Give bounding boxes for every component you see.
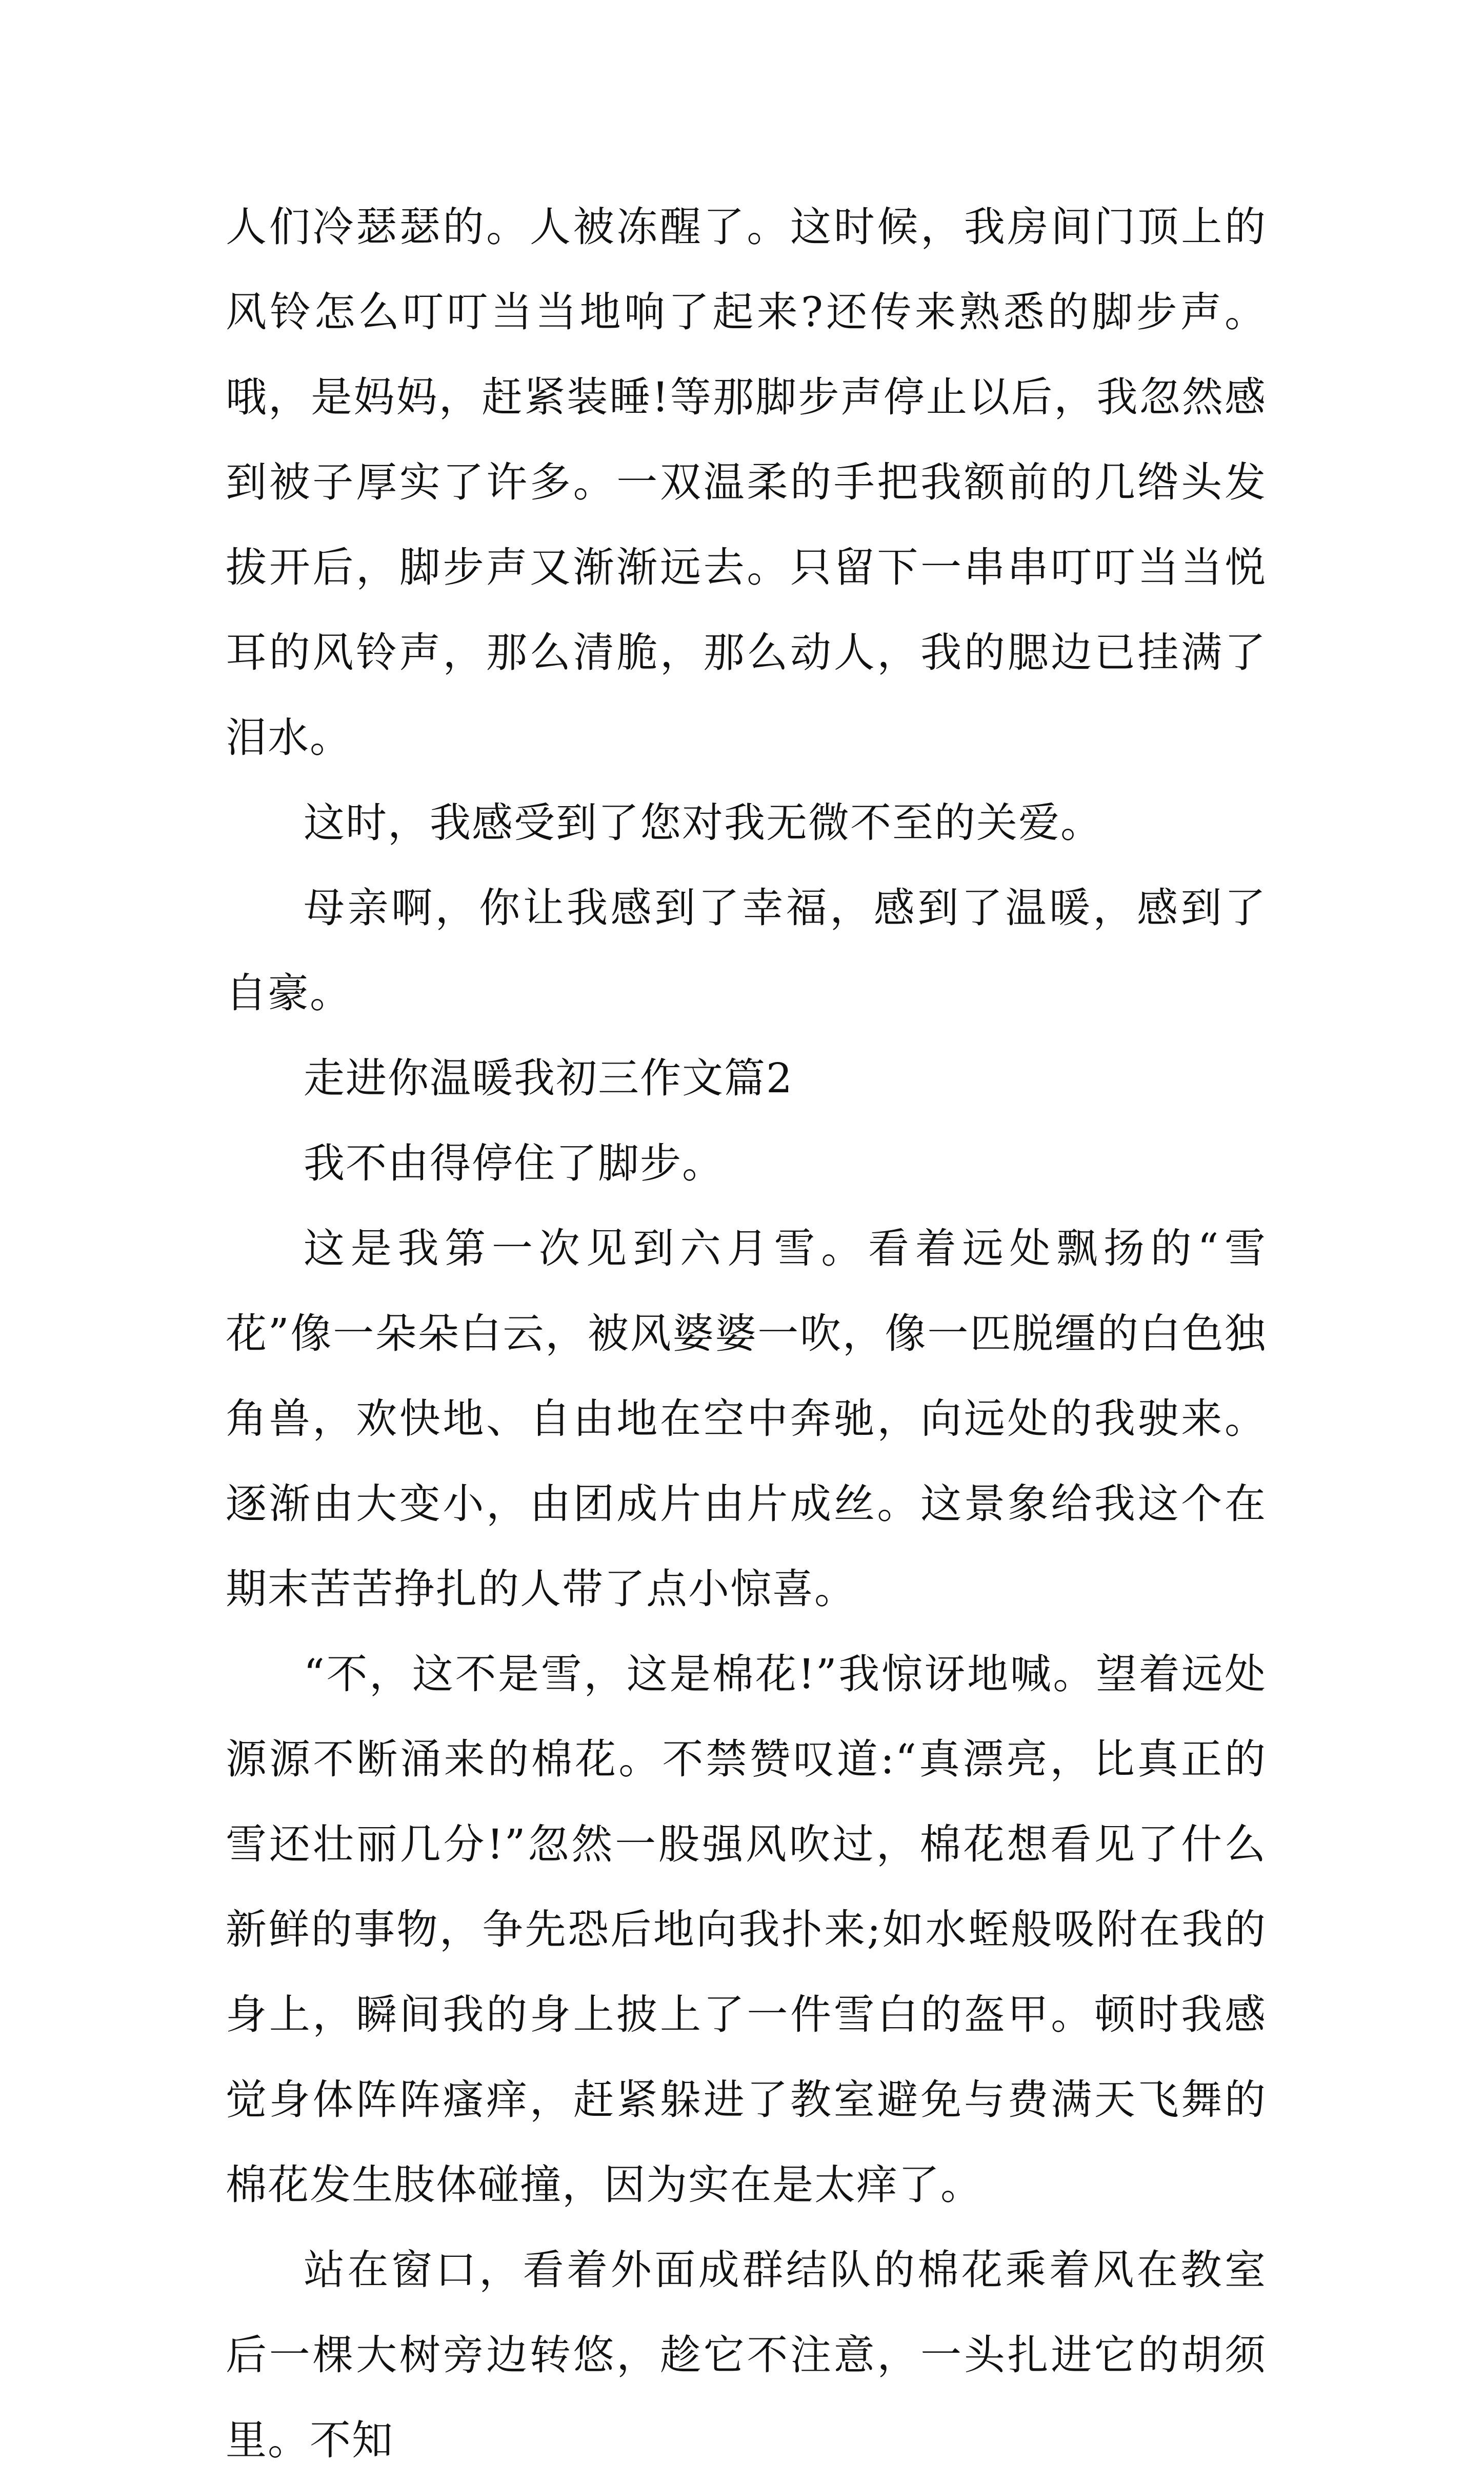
paragraph: 我不由得停住了脚步。 bbox=[304, 1139, 724, 1187]
paragraph: 母亲啊，你让我感到了幸福，感到了温暖，感到了自豪。 bbox=[226, 884, 1267, 1017]
paragraph: “不，这不是雪，这是棉花!”我惊讶地喊。望着远处源源不断涌来的棉花。不禁赞叹道:“真漂亮，比真正的雪还壮丽几分!”忽然一股强风吹过，棉花想看见了什么新鲜的事物，争先恐后地向我扑来;如水蛭般吸附在我的身上，瞬间我的身上披上了一件雪白的盔甲。顿时我感觉身体阵阵瘙痒，赶紧躲进了教室避免与费满天飞舞的棉花发生肢体碰撞，因为实在是太痒了。 bbox=[226, 1650, 1267, 2209]
paragraph: 这时，我感受到了您对我无微不至的关爱。 bbox=[304, 799, 1102, 847]
document-body bbox=[226, 185, 1267, 2483]
paragraph: 人们冷瑟瑟的。人被冻醒了。这时候，我房间门顶上的风铃怎么叮叮当当地响了起来?还传来熟悉的脚步声。哦，是妈妈，赶紧装睡!等那脚步声停止以后，我忽然感到被子厚实了许多。一双温柔的手把我额前的几绺头发拔开后，脚步声又渐渐远去。只留下一串串叮叮当当悦耳的风铃声，那么清脆，那么动人，我的腮边已挂满了泪水。 bbox=[226, 203, 1267, 762]
section-heading: 走进你温暖我初三作文篇2 bbox=[304, 1054, 793, 1102]
paragraph: 站在窗口，看着外面成群结队的棉花乘着风在教室后一棵大树旁边转悠，趁它不注意，一头扎进它的胡须里。不知 bbox=[226, 2246, 1267, 2464]
paragraph: 这是我第一次见到六月雪。看着远处飘扬的“雪花”像一朵朵白云，被风婆婆一吹，像一匹脱缰的白色独角兽，欢快地、自由地在空中奔驰，向远处的我驶来。逐渐由大变小，由团成片由片成丝。这景象给我这个在期末苦苦挣扎的人带了点小惊喜。 bbox=[226, 1225, 1267, 1613]
